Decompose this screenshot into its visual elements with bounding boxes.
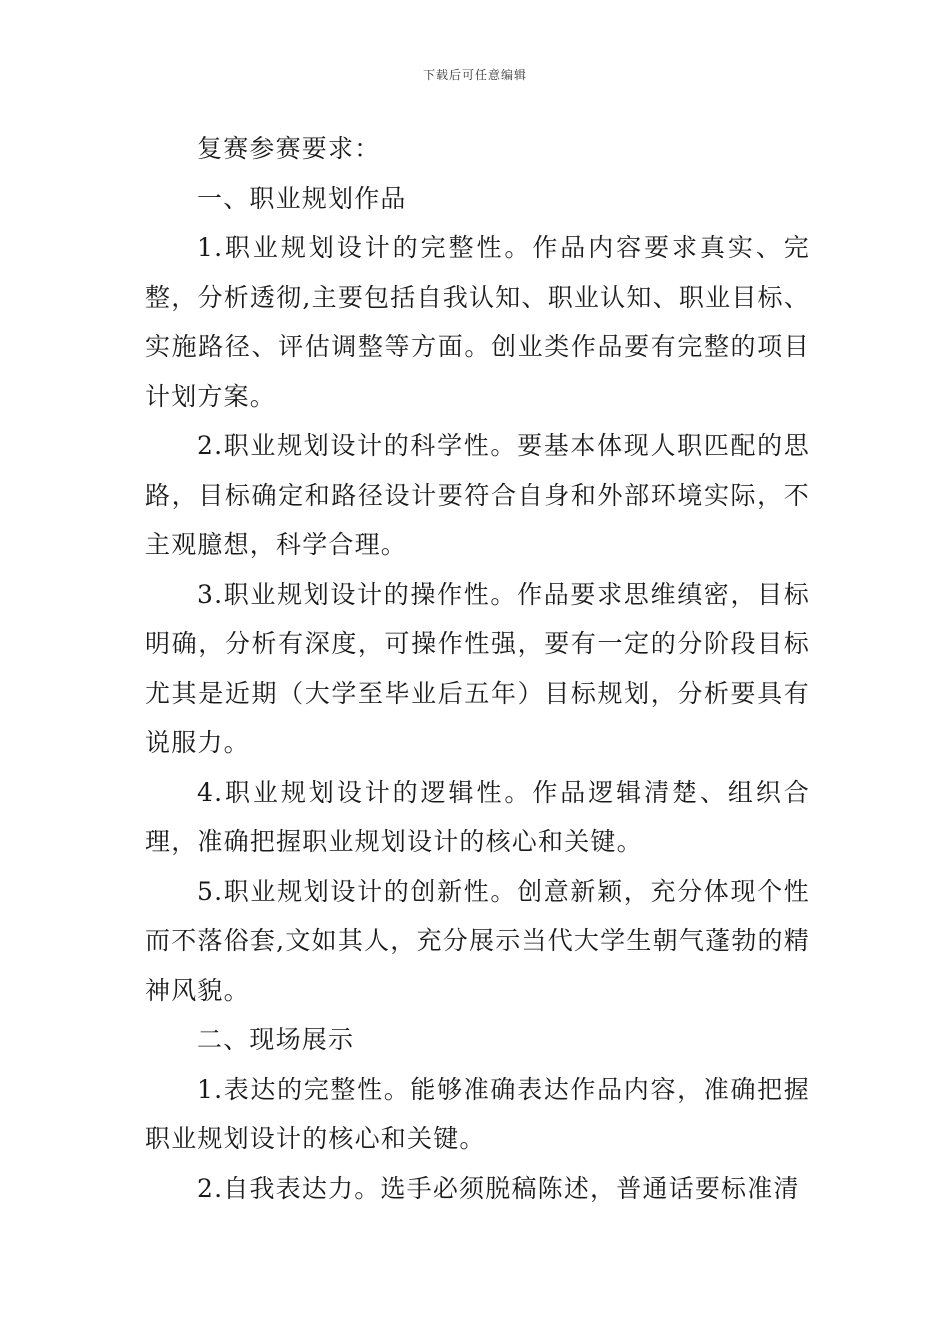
presentation-completeness: 1.表达的完整性。能够准确表达作品内容，准确把握职业规划设计的核心和关键。: [145, 1074, 810, 1153]
presentation-self-expression: 2.自我表达力。选手必须脱稿陈述，普通话要标准清: [197, 1173, 800, 1203]
requirement-operability: 3.职业规划设计的操作性。作品要求思维缜密，目标明确，分析有深度，可操作性强，要有一定的分阶段目标尤其是近期（大学至毕业后五年）目标规划，分析要具有说服力。: [145, 579, 810, 757]
section-heading-work: 一、职业规划作品: [197, 183, 407, 213]
download-note: 下载后可任意编辑: [422, 68, 527, 82]
requirement-innovation: 5.职业规划设计的创新性。创意新颖，充分体现个性而不落俗套,文如其人，充分展示当代大学生朝气蓬勃的精神风貌。: [145, 876, 810, 1005]
requirement-logic: 4.职业规划设计的逻辑性。作品逻辑清楚、组织合理，准确把握职业规划设计的核心和关键。: [145, 777, 810, 856]
document-title: 复赛参赛要求：: [197, 134, 381, 163]
requirement-completeness: 1.职业规划设计的完整性。作品内容要求真实、完整，分析透彻,主要包括自我认知、职业认知、职业目标、实施路径、评估调整等方面。创业类作品要有完整的项目计划方案。: [145, 233, 810, 411]
document-body: [145, 124, 810, 1213]
requirement-scientific: 2.职业规划设计的科学性。要基本体现人职匹配的思路，目标确定和路径设计要符合自身和外部环境实际，不主观臆想，科学合理。: [145, 431, 810, 559]
section-heading-presentation: 二、现场展示: [197, 1025, 355, 1054]
